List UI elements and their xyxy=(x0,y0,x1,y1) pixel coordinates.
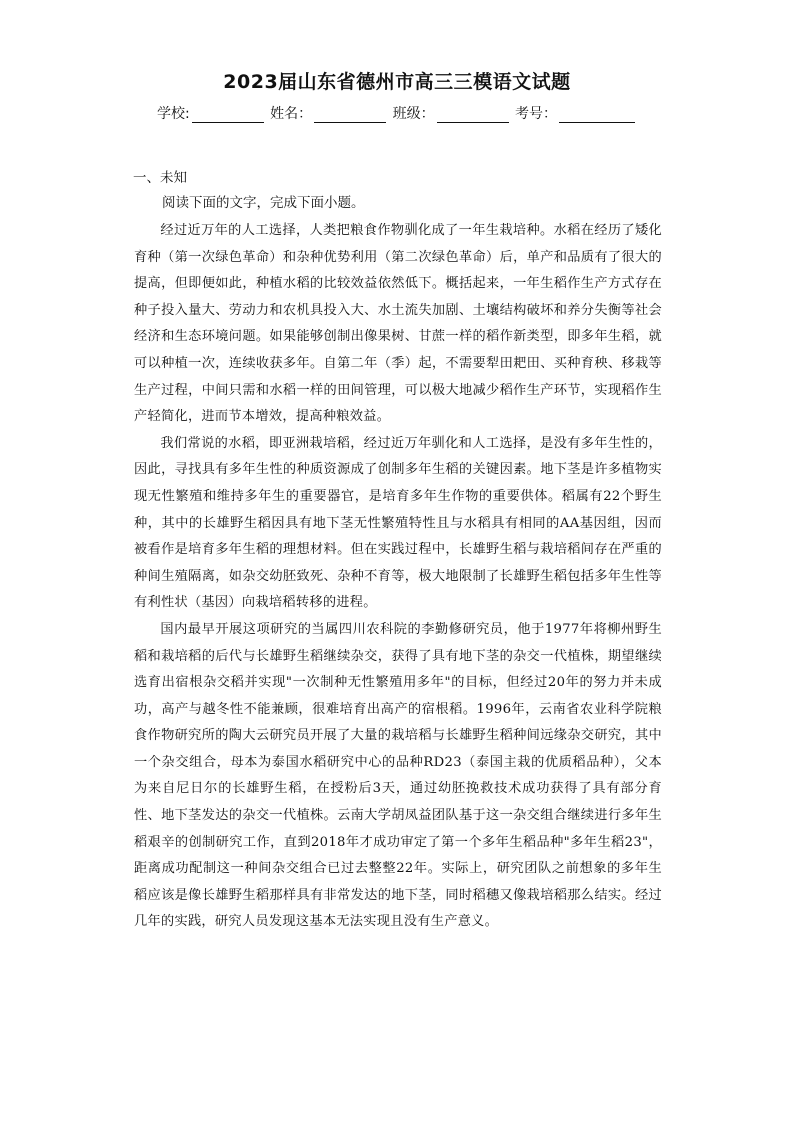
reading-instruction: 阅读下面的文字，完成下面小题。 xyxy=(162,195,365,211)
exam-number-label: 考号： xyxy=(515,106,558,122)
passage-paragraph: 我们常说的水稻，即亚洲栽培稻，经过近万年驯化和人工选择，是没有多年生性的，因此，寻找具有多年生性的种质资源成了创制多年生稻的关键因素。地下茎是许多植物实现无性繁殖和维持多年生的重要器官，是培育多年生作物的重要供体。稻属有22个野生种，其中的长雄野生稻因具有地下茎无性繁殖特性且与水稻具有相同的AA基因组，因而被看作是培育多年生稻的理想材料。但在实践过程中，长雄野生稻与栽培稻间存在严重的种间生殖隔离，如杂交幼胚致死、杂种不育等，极大地限制了长雄野生稻包括多年生性等有利性状（基因）向栽培稻转移的进程。 xyxy=(134,435,662,611)
exam-title: 2023届山东省德州市高三三模语文试题 xyxy=(223,71,571,93)
section-heading: 一、未知 xyxy=(133,170,187,186)
name-label: 姓名： xyxy=(270,106,313,122)
passage-paragraph: 国内最早开展这项研究的当属四川农科院的李勤修研究员，他于1977年将柳州野生稻和栽培稻的后代与长雄野生稻继续杂交，获得了具有地下茎的杂交一代植株，期望继续选育出宿根杂交稻并实现"一次制种无性繁殖用多年"的目标，但经过20年的努力并未成功，高产与越冬性不能兼顾，很难培育出高产的宿根稻。1996年，云南省农业科学院粮食作物研究所的陶大云研究员开展了大量的栽培稻与长雄野生稻种间远缘杂交研究，其中一个杂交组合，母本为泰国水稻研究中心的品种RD23（泰国主栽的优质稻品种），父本为来自尼日尔的长雄野生稻，在授粉后3天，通过幼胚挽救技术成功获得了具有部分育性、地下茎发达的杂交一代植株。云南大学胡凤益团队基于这一杂交组合继续进行多年生稻艰辛的创制研究工作，直到2018年才成功审定了第一个多年生稻品种"多年生稻23"，距离成功配制这一种间杂交组合已过去整整22年。实际上，研究团队之前想象的多年生稻应该是像长雄野生稻那样具有非常发达的地下茎，同时稻穗又像栽培稻那么结实。经过几年的实践，研究人员发现这基本无法实现且没有生产意义。 xyxy=(134,621,662,930)
exam-number-blank xyxy=(559,108,635,123)
school-blank xyxy=(192,108,264,123)
class-label: 班级： xyxy=(392,106,435,122)
school-label: 学校: xyxy=(156,106,190,122)
class-blank xyxy=(437,108,509,123)
name-blank xyxy=(314,108,386,123)
passage-paragraph: 经过近万年的人工选择，人类把粮食作物驯化成了一年生栽培种。水稻在经历了矮化育种（第一次绿色革命）和杂种优势利用（第二次绿色革命）后，单产和品质有了很大的提高，但即便如此，种植水稻的比较效益依然低下。概括起来，一年生稻作生产方式存在种子投入量大、劳动力和农机具投入大、水土流失加剧、土壤结构破坏和养分失衡等社会经济和生态环境问题。如果能够创制出像果树、甘蔗一样的稻作新类型，即多年生稻，就可以种植一次，连续收获多年。自第二年（季）起，不需要犁田耙田、买种育秧、移栽等生产过程，中间只需和水稻一样的田间管理，可以极大地减少稻作生产环节，实现稻作生产轻简化，进而节本增效，提高种粮效益。 xyxy=(134,223,662,425)
student-info-line xyxy=(0,103,794,123)
reading-passage xyxy=(134,218,662,936)
